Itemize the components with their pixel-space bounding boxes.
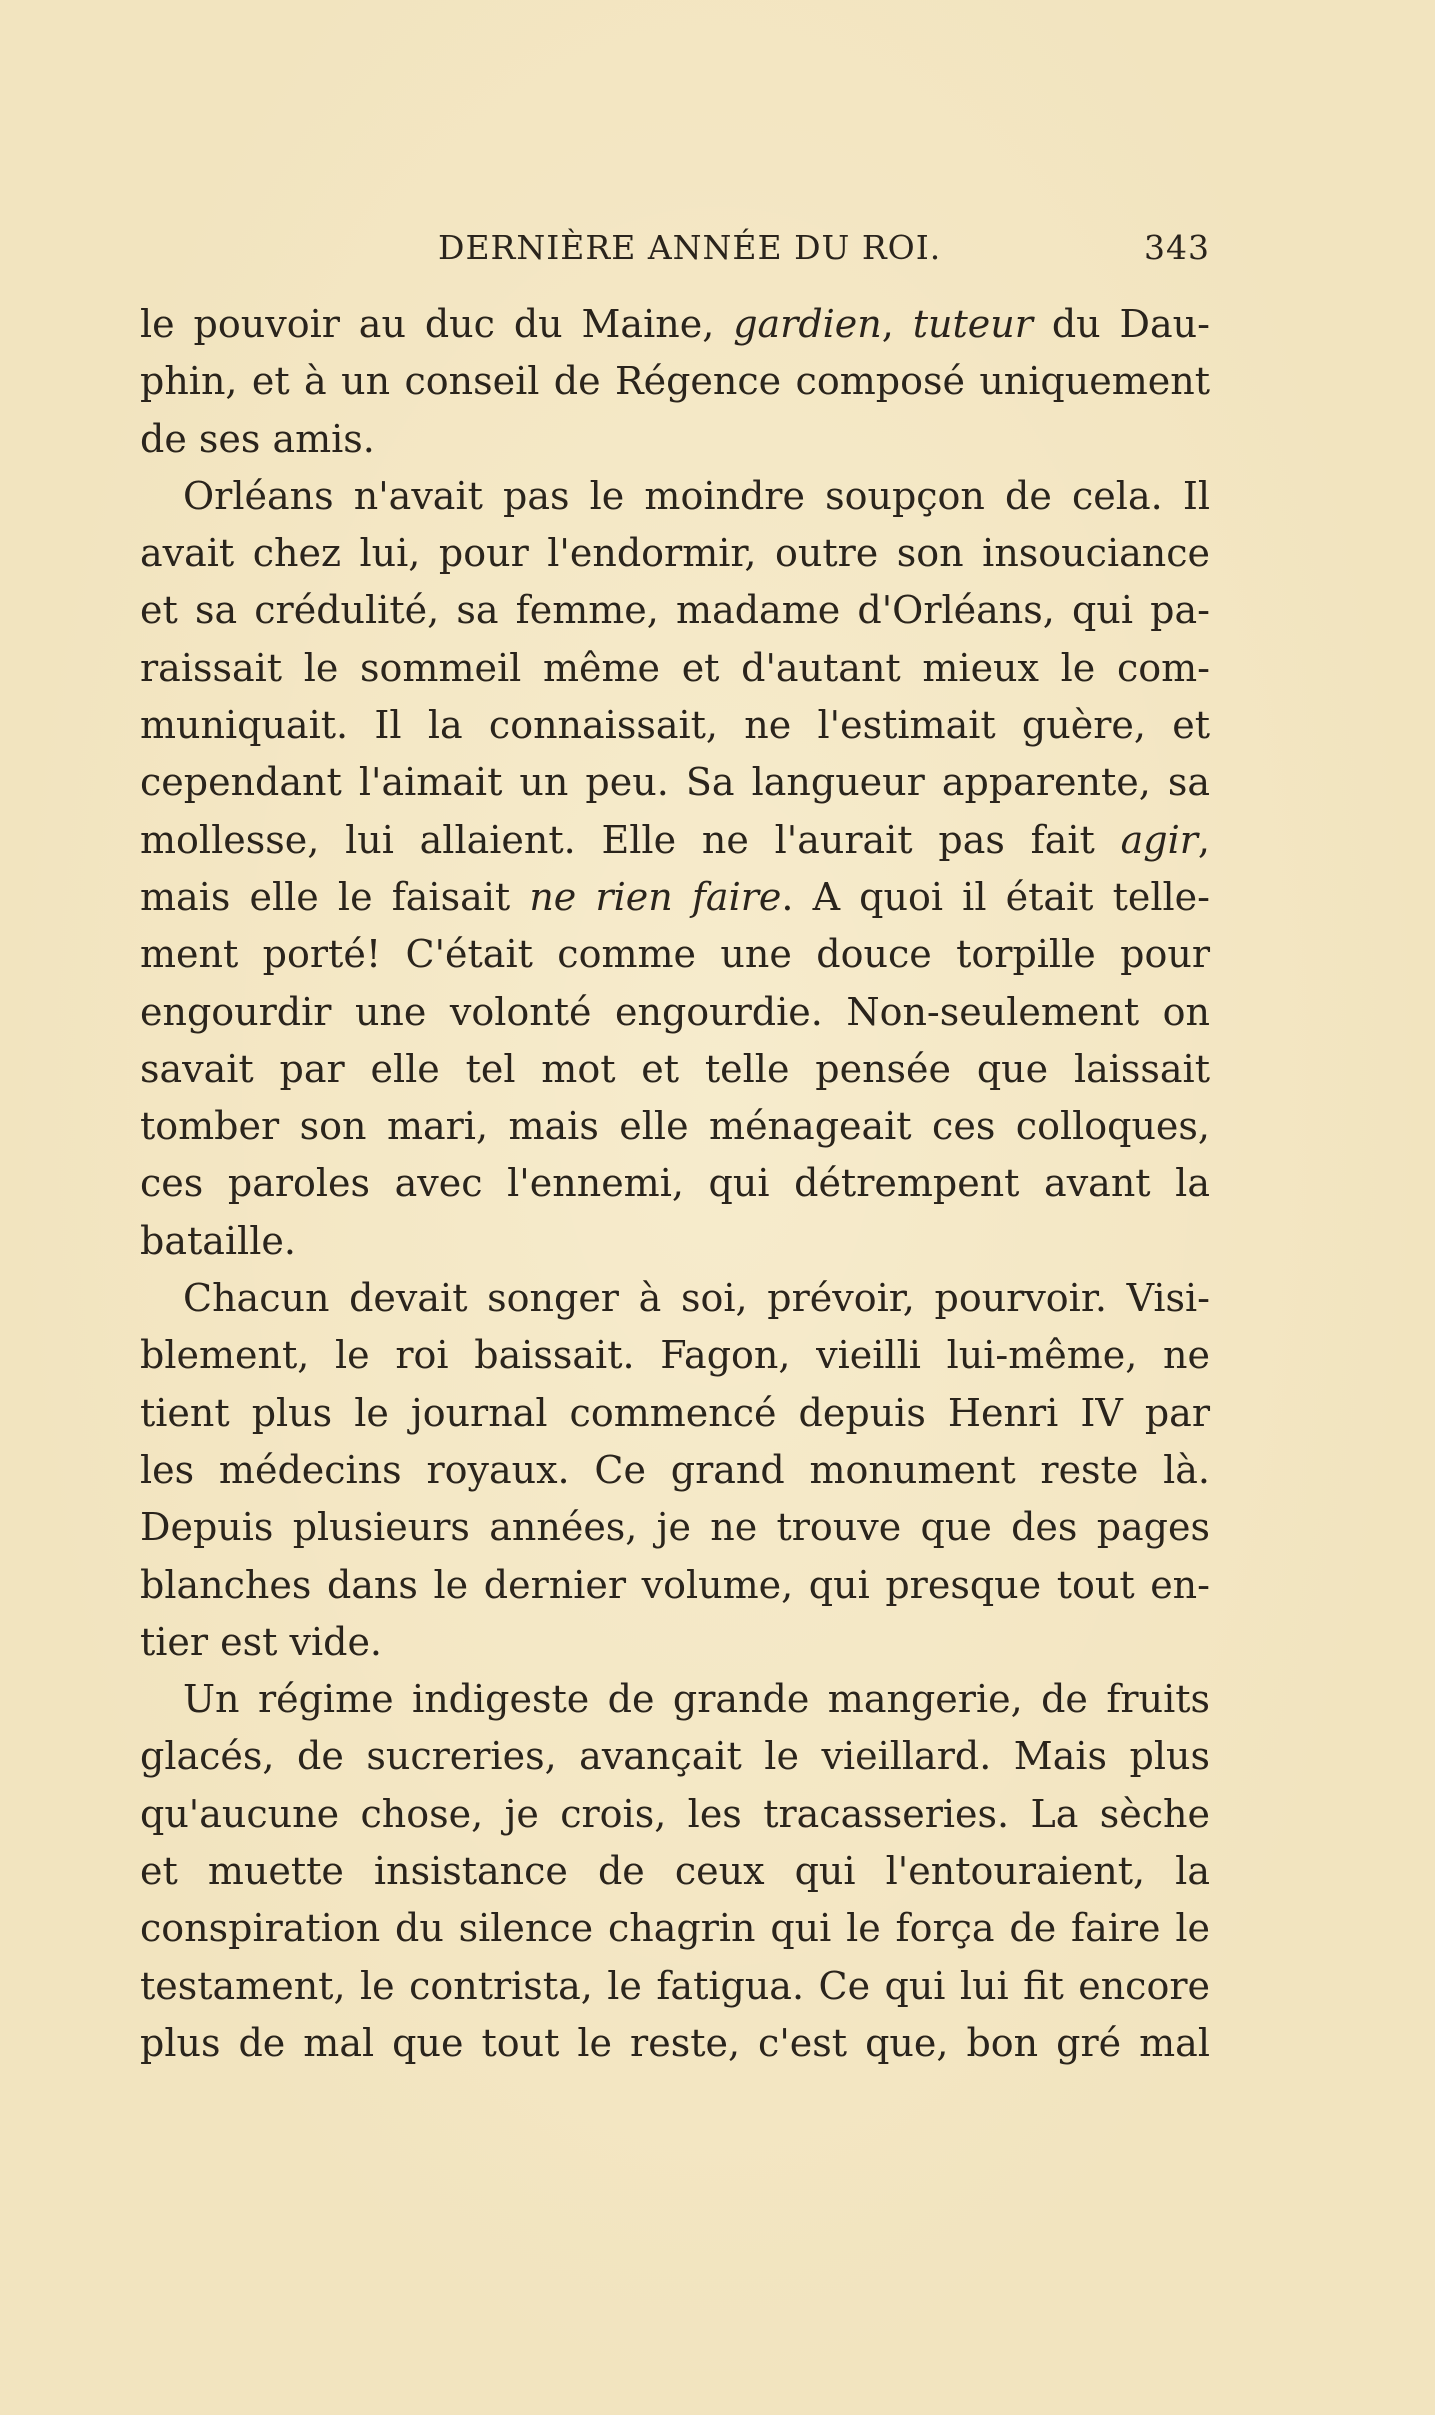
- text-line: tient plus le journal commencé depuis Henri IV par: [140, 1390, 1210, 1435]
- text-line: glacés, de sucreries, avançait le vieillard. Mais plus: [140, 1734, 1210, 1779]
- text-line: et sa crédulité, sa femme, madame d'Orléans, qui pa-: [140, 588, 1210, 633]
- text-line: tier est vide.: [140, 1619, 383, 1664]
- text-line: phin, et à un conseil de Régence composé uniquement: [140, 359, 1210, 404]
- page-number: 343: [1144, 228, 1210, 267]
- text-line: ment porté! C'était comme une douce torpille pour: [140, 932, 1210, 977]
- text-line: le pouvoir au duc du Maine, gardien, tuteur du Dau-: [140, 302, 1210, 346]
- text-line: blanches dans le dernier volume, qui presque tout en-: [140, 1562, 1210, 1607]
- chapter-title: DERNIÈRE ANNÉE DU ROI.: [438, 228, 942, 267]
- text-line: Chacun devait songer à soi, prévoir, pourvoir. Visi-: [183, 1276, 1210, 1321]
- text-line: testament, le contrista, le fatigua. Ce qui lui fit encore: [140, 1963, 1210, 2008]
- text-line: qu'aucune chose, je crois, les tracasseries. La sèche: [140, 1791, 1210, 1836]
- text-line: Un régime indigeste de grande mangerie, de fruits: [183, 1677, 1210, 1722]
- text-line: Orléans n'avait pas le moindre soupçon de cela. Il: [183, 473, 1210, 518]
- text-line: de ses amis.: [140, 416, 375, 461]
- text-line: conspiration du silence chagrin qui le força de faire le: [140, 1906, 1210, 1951]
- text-line: et muette insistance de ceux qui l'entouraient, la: [140, 1849, 1210, 1894]
- text-line: engourdir une volonté engourdie. Non-seulement on: [140, 989, 1210, 1034]
- running-header: [140, 228, 1210, 278]
- text-line: blement, le roi baissait. Fagon, vieilli lui-même, ne: [140, 1333, 1210, 1378]
- text-line: savait par elle tel mot et telle pensée que laissait: [140, 1046, 1210, 1091]
- text-line: Depuis plusieurs années, je ne trouve que des pages: [140, 1505, 1210, 1550]
- text-line: cependant l'aimait un peu. Sa langueur apparente, sa: [140, 760, 1210, 805]
- text-line: ces paroles avec l'ennemi, qui détrempent avant la: [140, 1161, 1210, 1206]
- text-line: muniquait. Il la connaissait, ne l'estimait guère, et: [140, 703, 1210, 748]
- text-line: bataille.: [140, 1218, 296, 1263]
- text-line: avait chez lui, pour l'endormir, outre son insouciance: [140, 531, 1210, 576]
- text-line: mollesse, lui allaient. Elle ne l'aurait pas fait agir,: [140, 817, 1210, 862]
- body-text: [140, 296, 1210, 2072]
- text-line: plus de mal que tout le reste, c'est que, bon gré mal: [140, 2020, 1210, 2065]
- text-line: tomber son mari, mais elle ménageait ces colloques,: [140, 1104, 1210, 1149]
- text-line: les médecins royaux. Ce grand monument reste là.: [140, 1447, 1210, 1492]
- text-line: raissait le sommeil même et d'autant mieux le com-: [140, 645, 1210, 690]
- text-line: mais elle le faisait ne rien faire. A quoi il était telle-: [140, 874, 1210, 919]
